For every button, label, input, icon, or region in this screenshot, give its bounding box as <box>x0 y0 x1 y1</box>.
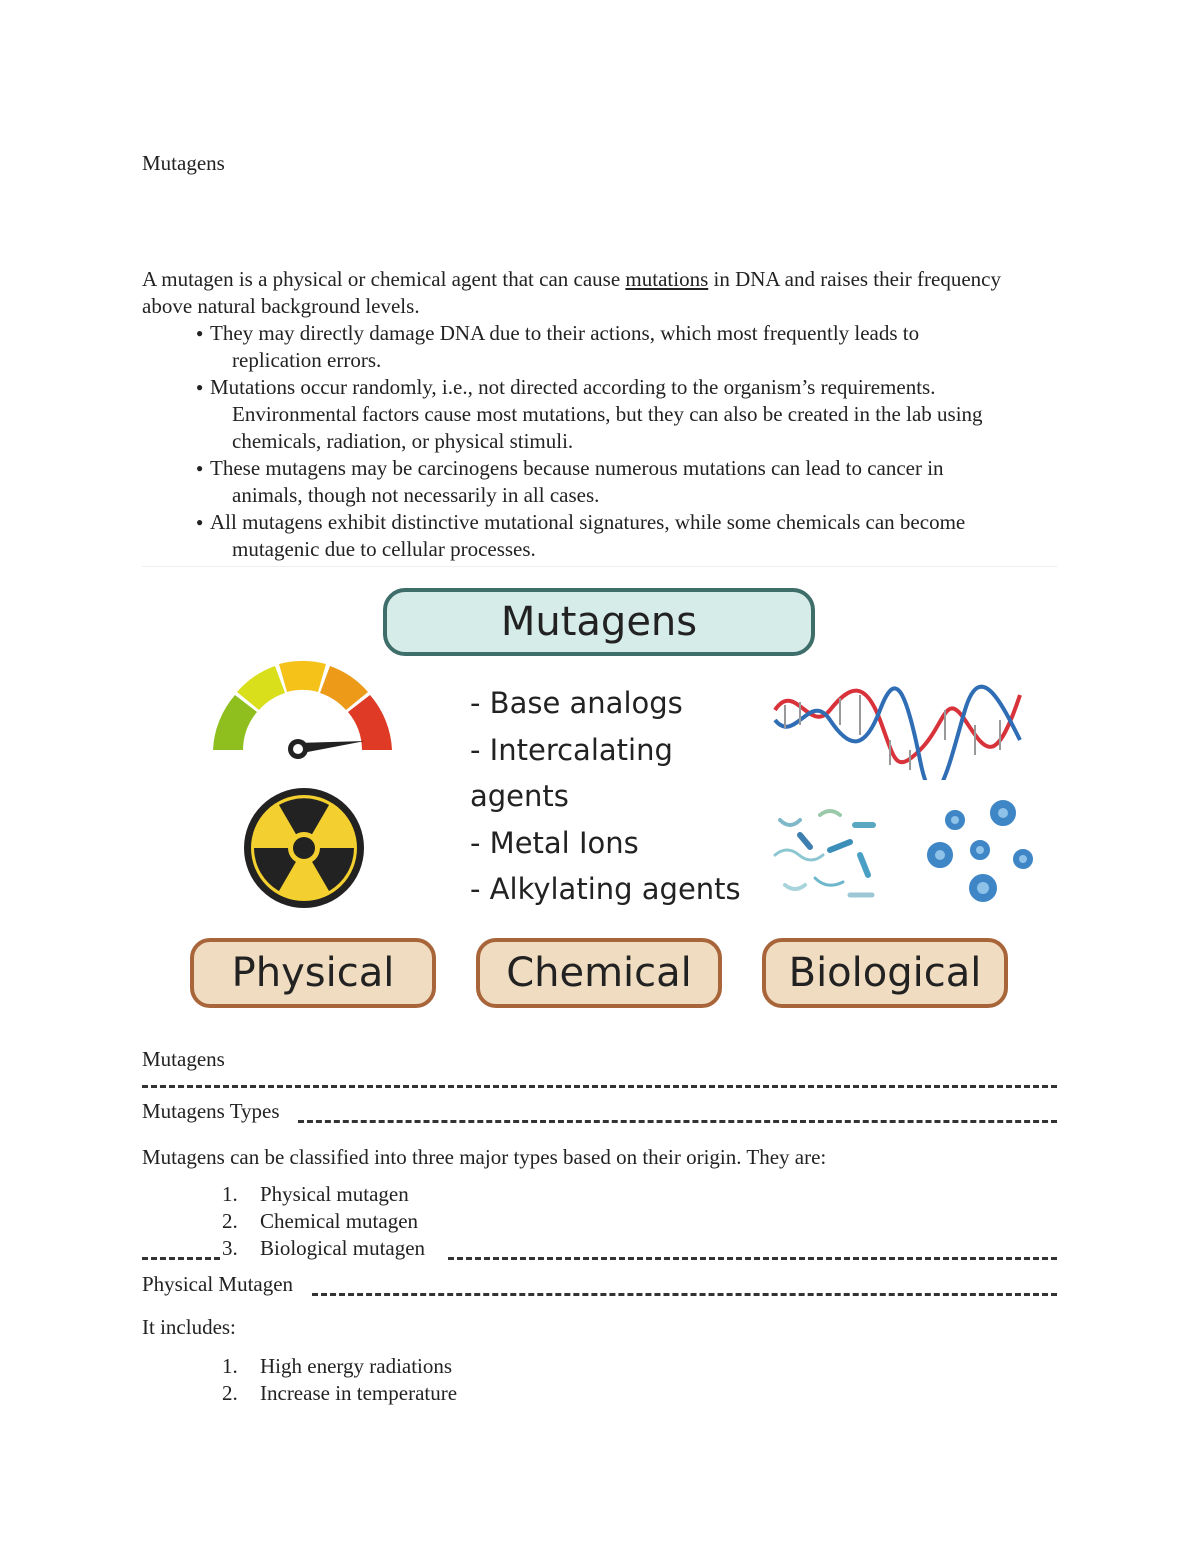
bullet-list <box>196 320 1076 563</box>
chemical-list-item: - Base analogs <box>470 686 683 720</box>
chemical-list-item: - Intercalating <box>470 732 673 767</box>
list-item <box>222 1181 425 1208</box>
chemical-pill: Chemical <box>476 938 722 1008</box>
bacteria-icon <box>760 800 890 910</box>
includes-text: It includes: <box>142 1315 236 1339</box>
bullet-first-line: Mutations occur randomly, i.e., not directed according to the organism’s requirements. <box>210 375 936 399</box>
gauge-icon <box>205 655 400 765</box>
list-label: Chemical mutagen <box>260 1209 419 1233</box>
figure-top-divider <box>142 566 1057 567</box>
virus-icon <box>915 795 1040 910</box>
dna-helix-icon <box>770 680 1030 780</box>
types-heading: Mutagens Types <box>142 1099 280 1123</box>
section-rule <box>448 1257 1057 1260</box>
list-number: 2. <box>222 1209 238 1233</box>
list-label: Increase in temperature <box>260 1381 458 1405</box>
list-label: Biological mutagen <box>260 1236 426 1260</box>
list-label: Physical mutagen <box>260 1182 409 1206</box>
physical-heading: Physical Mutagen <box>142 1272 294 1296</box>
intro-text-after: in DNA and raises their frequency above natural background levels. <box>142 267 1001 318</box>
bullet-item <box>196 455 1076 509</box>
bullet-item <box>196 374 1076 455</box>
intro-paragraph <box>142 266 1042 320</box>
chemical-list-item: - Metal Ions <box>470 825 639 860</box>
list-item <box>222 1208 425 1235</box>
list-item <box>222 1235 425 1262</box>
bullet-continuation: mutagenic due to cellular processes. <box>232 537 536 561</box>
biological-pill: Biological <box>762 938 1008 1008</box>
types-intro: Mutagens can be classified into three major types based on their origin. They are: <box>142 1145 827 1169</box>
section-rule <box>312 1293 1057 1296</box>
list-number: 2. <box>222 1381 238 1405</box>
bullet-first-line: These mutagens may be carcinogens because numerous mutations can lead to cancer in <box>210 456 944 480</box>
radiation-icon <box>241 785 367 911</box>
mutations-link[interactable]: mutations <box>625 267 709 291</box>
list-number: 1. <box>222 1354 238 1378</box>
types-list <box>222 1181 425 1262</box>
bullet-first-line: All mutagens exhibit distinctive mutational signatures, while some chemicals can become <box>210 510 966 534</box>
bullet-continuation: replication errors. <box>232 348 382 372</box>
physical-pill: Physical <box>190 938 436 1008</box>
page-title: Mutagens <box>142 151 225 175</box>
bullet-continuation: Environmental factors cause most mutations, but they can also be created in the lab using chemicals, radiation, or physical stimuli. <box>232 402 983 453</box>
figure-banner: Mutagens <box>383 588 815 656</box>
chemical-list-item: agents <box>470 779 569 813</box>
list-number: 3. <box>222 1236 238 1260</box>
bullet-item <box>196 320 1076 374</box>
bullet-item <box>196 509 1076 563</box>
bullet-continuation: animals, though not necessarily in all cases. <box>232 483 600 507</box>
mutagens-heading: Mutagens <box>142 1047 225 1071</box>
bullet-first-line: They may directly damage DNA due to their actions, which most frequently leads to <box>210 321 920 345</box>
list-number: 1. <box>222 1182 238 1206</box>
section-rule <box>142 1257 220 1260</box>
section-rule <box>142 1085 1057 1088</box>
chemical-list-item: - Alkylating agents <box>470 872 741 906</box>
list-item <box>222 1380 457 1407</box>
list-item <box>222 1353 457 1380</box>
section-rule <box>298 1120 1057 1123</box>
intro-text-before: A mutagen is a physical or chemical agent that can cause <box>142 267 626 291</box>
list-label: High energy radiations <box>260 1354 453 1378</box>
chemical-mutagen-list <box>470 680 741 913</box>
physical-list <box>222 1353 457 1407</box>
